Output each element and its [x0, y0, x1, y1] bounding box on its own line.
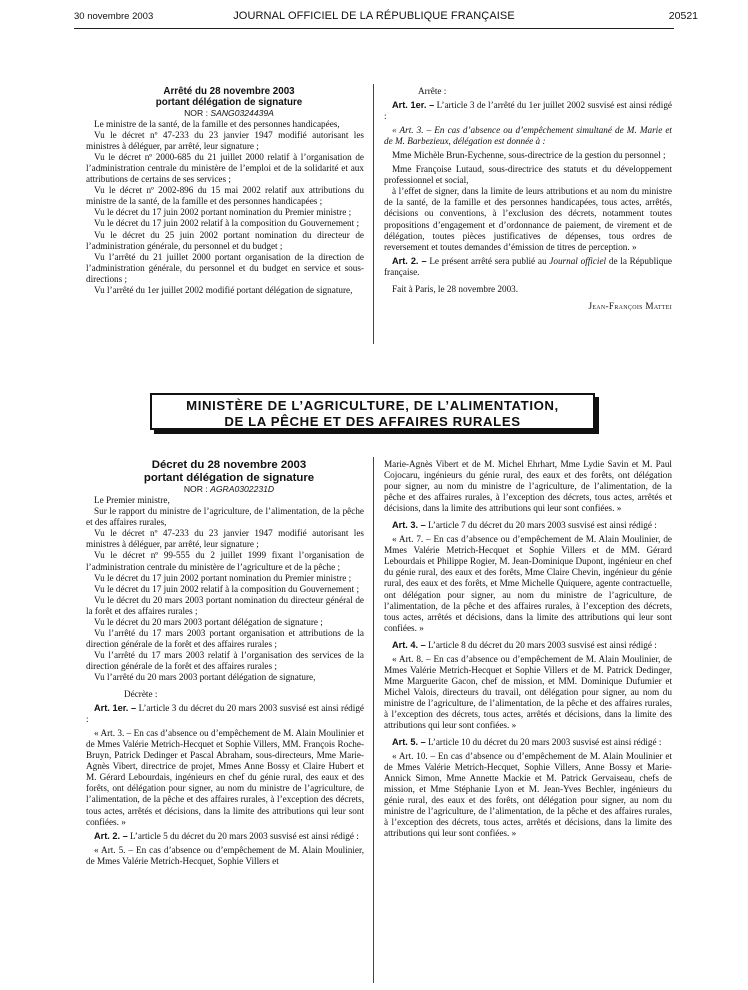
- decret-art2-quote-cont: Marie-Agnès Vibert et de M. Michel Ehrhart, Mme Lydie Savin et M. Paul Cojocaru, ingénieurs du génie rural, des eaux et des forêts, ont délégation pour signer, au nom du ministre de l’agriculture, de l’alimentation, de la pêche et des affaires rurales, à l’exception des décrets, tous actes, arrêtés et décisions, dans la limite des attributions qui leur sont confiées. »: [384, 459, 672, 514]
- decrete-heading: Décrète :: [124, 689, 158, 700]
- page-number: 20521: [668, 10, 698, 22]
- arrete-delegate-1: Mme Michèle Brun-Eychenne, sous-directrice de la gestion du personnel ;: [392, 150, 666, 161]
- arrete-para: Le ministre de la santé, de la famille et des personnes handicapées,: [94, 119, 340, 130]
- ministry-line-1: MINISTÈRE DE L’AGRICULTURE, DE L’ALIMENTATION,: [186, 398, 559, 413]
- ministry-banner: [150, 393, 595, 430]
- ministry-line-2: DE LA PÊCHE ET DES AFFAIRES RURALES: [224, 414, 521, 429]
- arrete-para: Vu le décret du 17 juin 2002 relatif à la composition du Gouvernement ;: [94, 218, 360, 229]
- header-date: 30 novembre 2003: [74, 11, 154, 22]
- arrete-art2: Art. 2. – Le présent arrêté sera publié au Journal officiel de la République française.: [384, 255, 672, 277]
- decret-para: Vu le décret du 20 mars 2003 portant nomination du directeur général de la forêt et des affaires rurales ;: [86, 594, 364, 616]
- decret-para: Vu l’arrêté du 20 mars 2003 portant délégation de signature,: [94, 671, 316, 682]
- decret-art2-quote: « Art. 5. – En cas d’absence ou d’empêchement de M. Alain Moulinier, de Mmes Valérie Metrich-Hecquet, Sophie Villers et: [86, 844, 364, 866]
- arrete-para: Vu l’arrêté du 21 juillet 2000 portant organisation de la direction de l’administration générale, du personnel et du budget en service et sous-directions ;: [86, 251, 364, 284]
- arrete-fait: Fait à Paris, le 28 novembre 2003.: [392, 283, 519, 294]
- decret-para: Sur le rapport du ministre de l’agriculture, de l’alimentation, de la pêche et des affaires rurales,: [86, 506, 364, 528]
- decret-left-column: [86, 459, 364, 867]
- journal-title: JOURNAL OFFICIEL DE LA RÉPUBLIQUE FRANÇAISE: [233, 10, 515, 22]
- header-rule: [74, 28, 674, 29]
- decret-art1-quote: « Art. 3. – En cas d’absence ou d’empêchement de M. Alain Moulinier et de Mmes Valérie Metrich-Hecquet et Sophie Villers, MM. François Roche-Bruyn, Patrick Dedinger et Pascal Abraham, sous-directeurs, Mme Marie-Agnès Vibert, directrice de projet, Mmes Anne Bossy et Claire Hubert et M. Gérard Lebourdais, ingénieurs en chef du génie rural, des eaux et des forêts, ont délégation pour signer, au nom du ministre de l’agriculture, de l’alimentation, de la pêche et des affaires rurales, à l’exception des décrets, tous actes, arrêtés et décisions, dans la limite des attributions qui leur sont confiées. »: [86, 728, 364, 827]
- decret-art4-quote: « Art. 8. – En cas d’absence ou d’empêchement de M. Alain Moulinier, de Mmes Valérie Metrich-Hecquet et Sophie Villers et de M. Patrick Dedinger, Mme Marguerite Gacon, chef de mission, et MM. Dominique Dufumier et Michel Valois, directeurs du travail, ont délégation pour signer, au nom du ministre de l’agriculture, de l’alimentation, de la pêche et des affaires rurales, à l’exception des décrets, tous actes, arrêtés et décisions, dans la limite des attributions qui leur sont confiées. »: [384, 653, 672, 731]
- arrete-signature: Jean-François Mattei: [588, 300, 672, 311]
- decret-art1: Art. 1er. – L’article 3 du décret du 20 mars 2003 susvisé est ainsi rédigé :: [86, 703, 364, 725]
- arrete-right-column: [384, 86, 672, 312]
- decret-art4: Art. 4. – L’article 8 du décret du 20 mars 2003 susvisé est ainsi rédigé :: [392, 639, 657, 650]
- decret-right-column: [384, 459, 672, 840]
- column-divider-top: [373, 84, 374, 344]
- decret-para: Vu l’arrêté du 17 mars 2003 portant organisation et attributions de la direction générale de la forêt et des affaires rurales ;: [86, 627, 364, 649]
- arrete-left-column: [86, 86, 364, 296]
- decret-nor: NOR : AGRA0302231D: [183, 484, 275, 495]
- arrete-scope: à l’effet de signer, dans la limite de leurs attributions et au nom du ministre de la santé, de la famille et des personnes handicapées, tous actes, arrêtés, décisions ou conventions, à l’exclusion des décrets, notamment toutes propositions d’engagement et d’ordonnance de paiement, de virement et de délégation, toutes pièces justificatives de dépenses, tous ordres de reversement et toutes demandes d’émission de titres de perception. »: [384, 186, 672, 252]
- decret-para: Vu l’arrêté du 17 mars 2003 relatif à l’organisation des services de la direction générale de la forêt et des affaires rurales ;: [86, 649, 364, 671]
- arrete-para: Vu l’arrêté du 1er juillet 2002 modifié portant délégation de signature,: [94, 284, 353, 295]
- decret-para: Le Premier ministre,: [94, 495, 170, 506]
- decret-art3-quote: « Art. 7. – En cas d’absence ou d’empêchement de M. Alain Moulinier, de Mmes Valérie Metrich-Hecquet et Sophie Villers et de MM. Gérard Lebourdais et Philippe Rogier, M. Jean-Dominique Dupont, ingénieur en chef du génie rural, des eaux et des forêts, Mme Claire Chevin, ingénieur du génie rural, des eaux et des forêts, et Mme Michelle Quiquere, agente contractuelle, ont délégation pour signer, au nom du ministre de l’agriculture, de l’alimentation, de la pêche et des affaires rurales, à l’exception des décrets, tous actes, arrêtés et décisions, dans la limite des attributions qui leur sont confiées. »: [384, 534, 672, 633]
- arrete-heading: Arrête :: [418, 86, 447, 96]
- arrete-para: Vu le décret nº 2000-685 du 21 juillet 2000 relatif à l’organisation de l’administration centrale du ministère de l’emploi et de la solidarité et aux attributions de certains de ses services ;: [86, 152, 364, 185]
- decret-title: Décret du 28 novembre 2003: [151, 459, 307, 471]
- decret-para: Vu le décret du 17 juin 2002 relatif à la composition du Gouvernement ;: [94, 583, 360, 594]
- arrete-art3-quote: « Art. 3. – En cas d’absence ou d’empêchement simultané de M. Marie et de M. Barbezieux, délégation est donnée à :: [384, 125, 672, 147]
- decret-para: Vu le décret nº 47-233 du 23 janvier 1947 modifié autorisant les ministres à déléguer, par arrêté, leur signature ;: [86, 528, 364, 550]
- decret-para: Vu le décret du 20 mars 2003 portant délégation de signature ;: [94, 616, 323, 627]
- arrete-subtitle: portant délégation de signature: [155, 97, 303, 108]
- decret-art2: Art. 2. – L’article 5 du décret du 20 mars 2003 susvisé est ainsi rédigé :: [94, 830, 359, 841]
- page-header: [0, 9, 748, 29]
- decret-subtitle: portant délégation de signature: [143, 471, 315, 484]
- decret-art3: Art. 3. – L’article 7 du décret du 20 mars 2003 susvisé est ainsi rédigé :: [392, 520, 657, 531]
- arrete-art1: Art. 1er. – L’article 3 de l’arrêté du 1er juillet 2002 susvisé est ainsi rédigé :: [384, 100, 672, 122]
- decret-para: Vu le décret du 17 juin 2002 portant nomination du Premier ministre ;: [94, 572, 352, 583]
- arrete-para: Vu le décret du 17 juin 2002 portant nomination du Premier ministre ;: [94, 207, 352, 218]
- arrete-delegate-2: Mme Françoise Lutaud, sous-directrice des statuts et du développement professionnel et social,: [384, 164, 672, 186]
- column-divider-bottom: [373, 457, 374, 983]
- arrete-title: Arrêté du 28 novembre 2003: [163, 86, 295, 97]
- arrete-nor: NOR : SANG0324439A: [184, 108, 274, 118]
- arrete-para: Vu le décret nº 2002-896 du 15 mai 2002 relatif aux attributions du ministre de la santé, de la famille et des personnes handicapées ;: [86, 185, 364, 207]
- arrete-para: Vu le décret nº 47-233 du 23 janvier 1947 modifié autorisant les ministres à déléguer, par arrêté, leur signature ;: [86, 130, 364, 152]
- decret-art5-quote: « Art. 10. – En cas d’absence ou d’empêchement de M. Alain Moulinier et de Mmes Valérie Metrich-Hecquet, Sophie Villers, Anne Bossy et Marie-Annick Simon, Mme Annette Mackie et M. Patrick Gervaiseau, chefs de mission, et Mme Stéphanie Lyon et M. Jean-Yves Bechler, ingénieurs du génie rural, des eaux et des forêts, ont délégation pour signer, au nom du ministre de l’agriculture, de l’alimentation, de la pêche et des affaires rurales, à l’exception des décrets, tous actes, arrêtés et décisions, dans la limite des attributions qui leur sont confiées. »: [384, 751, 672, 839]
- decret-para: Vu le décret nº 99-555 du 2 juillet 1999 fixant l’organisation de l’administration centrale du ministère de l’agriculture et de la pêche ;: [86, 550, 364, 572]
- decret-art5: Art. 5. – L’article 10 du décret du 20 mars 2003 susvisé est ainsi rédigé :: [392, 737, 662, 748]
- arrete-para: Vu le décret du 25 juin 2002 portant nomination du directeur de l’administration générale, du personnel et du budget ;: [86, 229, 364, 251]
